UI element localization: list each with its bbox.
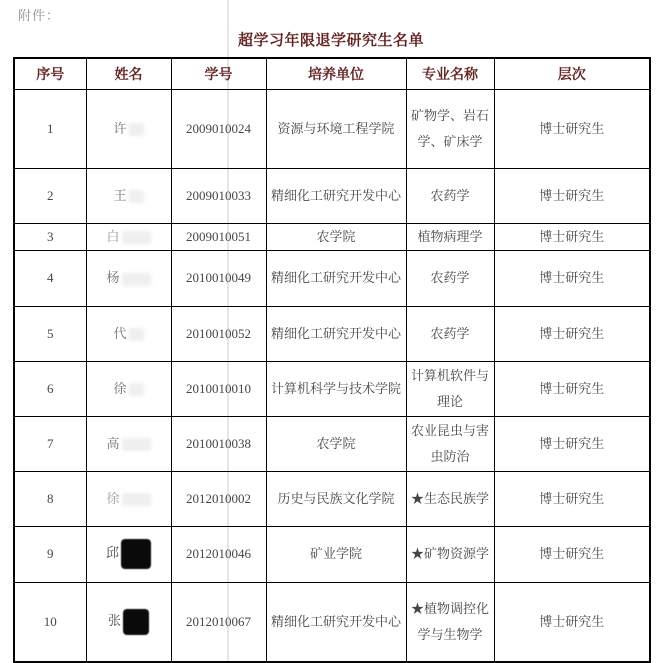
name-text: 高 [106, 435, 120, 451]
name-text: 代 [113, 325, 127, 341]
cell-name [86, 89, 171, 168]
cell-unit: 精细化工研究开发中心 [266, 582, 406, 662]
cell-name [86, 471, 171, 526]
cell-major: ★矿物资源学 [406, 526, 494, 582]
col-header-id: 学号 [171, 58, 266, 89]
table-row [14, 223, 650, 250]
name-text: 徐 [113, 380, 127, 396]
cell-no: 5 [14, 306, 86, 361]
cell-student-id: 2010010052 [171, 306, 266, 361]
table-row [14, 89, 650, 168]
cell-name [86, 526, 171, 582]
students-table [13, 57, 651, 663]
redaction-smudge [122, 438, 151, 451]
cell-name [86, 250, 171, 306]
cell-level: 博士研究生 [494, 306, 650, 361]
cell-major: 农药学 [406, 250, 494, 306]
redaction-box [121, 539, 151, 569]
cell-unit: 矿业学院 [266, 526, 406, 582]
redaction-smudge [129, 383, 144, 396]
redaction-smudge [129, 190, 144, 203]
cell-name [86, 306, 171, 361]
cell-major: 矿物学、岩石学、矿床学 [406, 89, 494, 168]
cell-major: 农业昆虫与害虫防治 [406, 416, 494, 471]
redaction-smudge [122, 231, 151, 244]
cell-unit: 精细化工研究开发中心 [266, 306, 406, 361]
cell-major: 农药学 [406, 168, 494, 223]
cell-no: 8 [14, 471, 86, 526]
cell-level: 博士研究生 [494, 168, 650, 223]
name-text: 许 [113, 120, 127, 136]
cell-level: 博士研究生 [494, 361, 650, 416]
cell-major: 农药学 [406, 306, 494, 361]
name-text: 徐 [106, 490, 120, 506]
name-text: 白 [106, 228, 120, 244]
cell-name [86, 416, 171, 471]
cell-name [86, 168, 171, 223]
cell-level: 博士研究生 [494, 526, 650, 582]
cell-student-id: 2009010033 [171, 168, 266, 223]
col-header-name: 姓名 [86, 58, 171, 89]
cell-unit: 资源与环境工程学院 [266, 89, 406, 168]
cell-student-id: 2009010051 [171, 223, 266, 250]
page-title: 超学习年限退学研究生名单 [237, 33, 424, 49]
table-row [14, 306, 650, 361]
cell-unit: 历史与民族文化学院 [266, 471, 406, 526]
table-row [14, 416, 650, 471]
cell-major: 计算机软件与理论 [406, 361, 494, 416]
cell-no: 9 [14, 526, 86, 582]
cell-unit: 精细化工研究开发中心 [266, 250, 406, 306]
cell-no: 7 [14, 416, 86, 471]
col-header-level: 层次 [494, 58, 650, 89]
cell-student-id: 2010010049 [171, 250, 266, 306]
cell-student-id: 2012010067 [171, 582, 266, 662]
cell-no: 3 [14, 223, 86, 250]
cell-level: 博士研究生 [494, 582, 650, 662]
cell-unit: 农学院 [266, 223, 406, 250]
name-text: 张 [107, 613, 121, 629]
cell-student-id: 2012010002 [171, 471, 266, 526]
cell-student-id: 2010010038 [171, 416, 266, 471]
redaction-smudge [129, 328, 144, 341]
col-header-no: 序号 [14, 58, 86, 89]
cell-no: 1 [14, 89, 86, 168]
table-row [14, 526, 650, 582]
cell-major: ★植物调控化学与生物学 [406, 582, 494, 662]
cell-unit: 农学院 [266, 416, 406, 471]
table-row [14, 250, 650, 306]
cell-unit: 计算机科学与技术学院 [266, 361, 406, 416]
col-header-unit: 培养单位 [266, 58, 406, 89]
redaction-smudge [129, 123, 144, 136]
cell-major: 植物病理学 [406, 223, 494, 250]
cell-level: 博士研究生 [494, 250, 650, 306]
name-text: 杨 [106, 270, 120, 285]
cell-name [86, 361, 171, 416]
table-row [14, 582, 650, 662]
cell-level: 博士研究生 [494, 416, 650, 471]
redaction-smudge [122, 493, 151, 506]
cell-level: 博士研究生 [494, 223, 650, 250]
attachment-label: 附件： [18, 8, 61, 23]
table-row [14, 361, 650, 416]
name-text: 邱 [105, 544, 119, 560]
redaction-box [123, 609, 149, 635]
name-text: 王 [113, 187, 127, 203]
cell-student-id: 2012010046 [171, 526, 266, 582]
cell-no: 2 [14, 168, 86, 223]
table-header-row [14, 58, 650, 89]
redaction-smudge [122, 273, 151, 286]
table-row [14, 168, 650, 223]
cell-level: 博士研究生 [494, 471, 650, 526]
cell-no: 6 [14, 361, 86, 416]
col-header-major: 专业名称 [406, 58, 494, 89]
cell-student-id: 2009010024 [171, 89, 266, 168]
cell-name [86, 223, 171, 250]
table-row [14, 471, 650, 526]
cell-no: 10 [14, 582, 86, 662]
cell-name [86, 582, 171, 662]
cell-major: ★生态民族学 [406, 471, 494, 526]
cell-unit: 精细化工研究开发中心 [266, 168, 406, 223]
cell-level: 博士研究生 [494, 89, 650, 168]
cell-student-id: 2010010010 [171, 361, 266, 416]
cell-no: 4 [14, 250, 86, 306]
